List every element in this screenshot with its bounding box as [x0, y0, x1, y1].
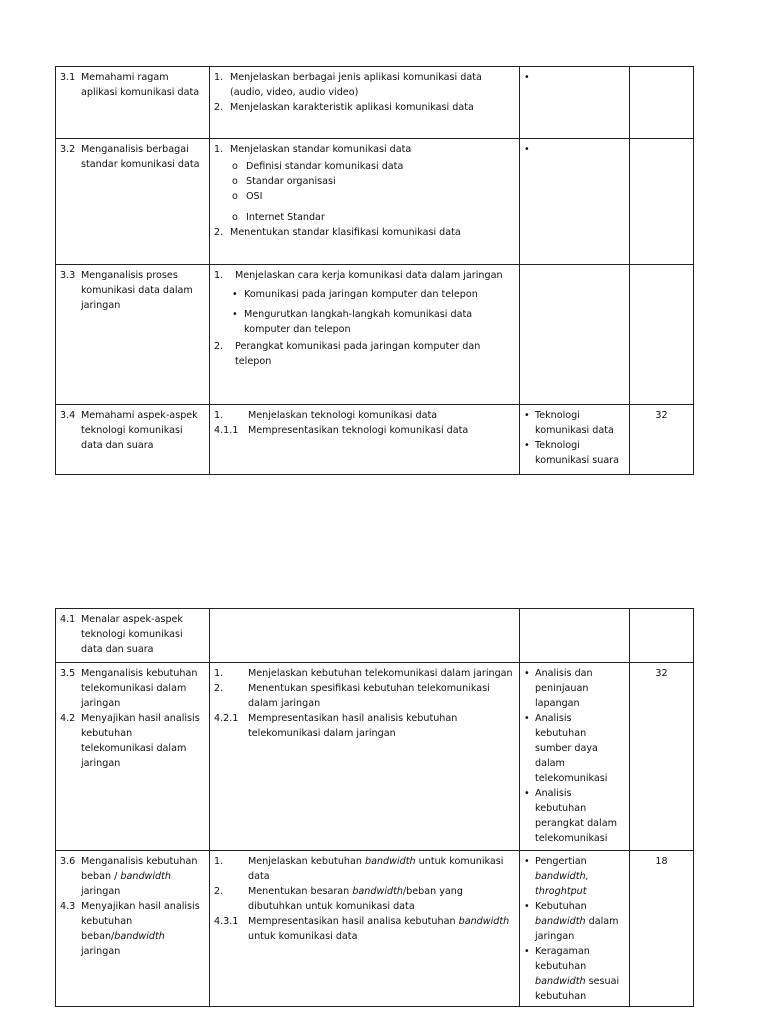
indicator-text: Menjelaskan karakteristik aplikasi komunikasi data [230, 102, 474, 113]
waktu-cell [630, 851, 694, 1007]
kd-text: Menyajikan hasil analisis kebutuhan telekomunikasi dalam jaringan [81, 713, 200, 769]
indicator-number: 1. [214, 668, 224, 679]
materi-text: Pengertian bandwidth, throghtput [535, 856, 589, 897]
kd-number: 3.5 [60, 668, 76, 679]
materi-cell [520, 609, 630, 663]
kd-text: Menyajikan hasil analisis kebutuhan beban/bandwidth jaringan [81, 901, 200, 957]
kd-cell [56, 139, 210, 265]
indicator-number: 1. [214, 270, 224, 281]
bullet-icon: • [524, 668, 530, 679]
indicator-cell [210, 265, 520, 405]
waktu-cell [630, 139, 694, 265]
indicator-cell [210, 405, 520, 475]
indicator-cell [210, 67, 520, 139]
bullet-icon: • [524, 440, 530, 451]
table-row [56, 139, 694, 265]
sub-marker: o [232, 176, 238, 187]
competency-table-2 [55, 608, 694, 1007]
kd-text: Menganalisis kebutuhan telekomunikasi dalam jaringan [81, 668, 198, 709]
kd-cell [56, 663, 210, 851]
bullet-icon: • [524, 901, 530, 912]
kd-number: 3.3 [60, 270, 76, 281]
materi-text: Teknologi komunikasi suara [535, 440, 620, 466]
sub-marker: o [232, 212, 238, 223]
indicator-number: 1. [214, 410, 224, 421]
table-row [56, 851, 694, 1007]
indicator-cell [210, 663, 520, 851]
table-row [56, 609, 694, 663]
indicator-text: Mempresentasikan teknologi komunikasi data [248, 425, 469, 436]
materi-text: Kebutuhan bandwidth dalam jaringan [535, 901, 619, 942]
kd-number: 4.1 [60, 614, 76, 625]
sub-item [214, 174, 515, 189]
sub-item [214, 287, 515, 302]
indicator-cell [210, 851, 520, 1007]
waktu-value: 18 [655, 856, 668, 867]
sub-item [214, 159, 515, 174]
materi-text: Teknologi komunikasi data [535, 410, 614, 436]
materi-text: Keragaman kebutuhan bandwidth sesuai kebutuhan [535, 946, 620, 1002]
kd-text: Menganalisis kebutuhan beban / bandwidth jaringan [81, 856, 198, 897]
materi-cell [520, 851, 630, 1007]
indicator-number: 1. [214, 72, 224, 83]
indicator-text: Menentukan standar klasifikasi komunikasi data [230, 227, 461, 238]
kd-text: Memahami aspek-aspek teknologi komunikasi data dan suara [81, 410, 198, 451]
bullet-icon: • [524, 788, 530, 799]
sub-marker: o [232, 191, 238, 202]
materi-cell [520, 67, 630, 139]
sub-item [214, 189, 515, 204]
waktu-cell [630, 663, 694, 851]
materi-cell [520, 139, 630, 265]
kd-text: Menalar aspek-aspek teknologi komunikasi data dan suara [81, 614, 183, 655]
competency-table-1 [55, 66, 694, 475]
materi-text: Analisis kebutuhan sumber daya dalam telekomunikasi [535, 713, 608, 784]
indicator-text: Menjelaskan standar komunikasi data [230, 144, 412, 155]
kd-number: 3.4 [60, 410, 76, 421]
waktu-cell [630, 405, 694, 475]
sub-item-text: Definisi standar komunikasi data [246, 161, 404, 172]
indicator-text: Menjelaskan berbagai jenis aplikasi komunikasi data (audio, video, audio video) [230, 72, 482, 98]
materi-bullet: • [524, 72, 530, 83]
indicator-number: 2. [214, 102, 224, 113]
indicator-text: Menentukan besaran bandwidth/beban yang dibutuhkan untuk komunikasi data [248, 886, 463, 912]
indicator-text: Perangkat komunikasi pada jaringan komputer dan telepon [235, 341, 481, 367]
bullet-icon: • [524, 856, 530, 867]
waktu-cell [630, 67, 694, 139]
kd-number: 3.2 [60, 144, 76, 155]
sub-item-text: Komunikasi pada jaringan komputer dan telepon [244, 289, 478, 300]
materi-text: Analisis kebutuhan perangkat dalam telekomunikasi [535, 788, 617, 844]
materi-text: Analisis dan peninjauan lapangan [535, 668, 593, 709]
kd-number: 4.3 [60, 901, 76, 912]
waktu-cell [630, 609, 694, 663]
bullet-icon: • [524, 946, 530, 957]
materi-cell [520, 663, 630, 851]
waktu-cell [630, 265, 694, 405]
indicator-number: 4.1.1 [214, 425, 239, 436]
table-row [56, 663, 694, 851]
kd-cell [56, 851, 210, 1007]
materi-cell [520, 265, 630, 405]
sub-item-text: Internet Standar [246, 212, 325, 223]
kd-number: 3.6 [60, 856, 76, 867]
waktu-value: 32 [655, 668, 668, 679]
sub-marker: o [232, 161, 238, 172]
indicator-text: Menjelaskan cara kerja komunikasi data dalam jaringan [235, 270, 503, 281]
indicator-text: Mempresentasikan hasil analisis kebutuhan telekomunikasi dalam jaringan [248, 713, 458, 739]
indicator-number: 4.3.1 [214, 916, 239, 927]
indicator-text: Mempresentasikan hasil analisa kebutuhan bandwidth untuk komunikasi data [248, 916, 510, 942]
table-row [56, 67, 694, 139]
indicator-cell [210, 139, 520, 265]
kd-cell [56, 265, 210, 405]
sub-item [214, 210, 515, 225]
waktu-value: 32 [655, 410, 668, 421]
indicator-number: 2. [214, 683, 224, 694]
kd-cell [56, 405, 210, 475]
indicator-number: 2. [214, 227, 224, 238]
sub-item-text: OSI [246, 191, 263, 202]
kd-cell [56, 67, 210, 139]
kd-number: 4.2 [60, 713, 76, 724]
indicator-number: 1. [214, 144, 224, 155]
kd-cell [56, 609, 210, 663]
sub-item [214, 307, 515, 337]
table-row [56, 265, 694, 405]
bullet-icon: • [524, 713, 530, 724]
indicator-cell [210, 609, 520, 663]
kd-text: Menganalisis proses komunikasi data dalam jaringan [81, 270, 193, 311]
kd-text: Menganalisis berbagai standar komunikasi data [81, 144, 200, 170]
sub-item-text: Standar organisasi [246, 176, 336, 187]
indicator-number: 1. [214, 856, 224, 867]
indicator-number: 4.2.1 [214, 713, 239, 724]
indicator-number: 2. [214, 886, 224, 897]
materi-bullet: • [524, 144, 530, 155]
sub-item-text: Mengurutkan langkah-langkah komunikasi data komputer dan telepon [244, 309, 473, 335]
indicator-text: Menjelaskan teknologi komunikasi data [248, 410, 438, 421]
table-row [56, 405, 694, 475]
indicator-text: Menjelaskan kebutuhan bandwidth untuk komunikasi data [248, 856, 504, 882]
indicator-number: 2. [214, 341, 224, 352]
sub-marker: • [232, 289, 238, 300]
kd-number: 3.1 [60, 72, 76, 83]
sub-marker: • [232, 309, 238, 320]
indicator-text: Menjelaskan kebutuhan telekomunikasi dalam jaringan [248, 668, 513, 679]
indicator-text: Menentukan spesifikasi kebutuhan telekomunikasi dalam jaringan [248, 683, 490, 709]
kd-text: Memahami ragam aplikasi komunikasi data [81, 72, 200, 98]
materi-cell [520, 405, 630, 475]
bullet-icon: • [524, 410, 530, 421]
